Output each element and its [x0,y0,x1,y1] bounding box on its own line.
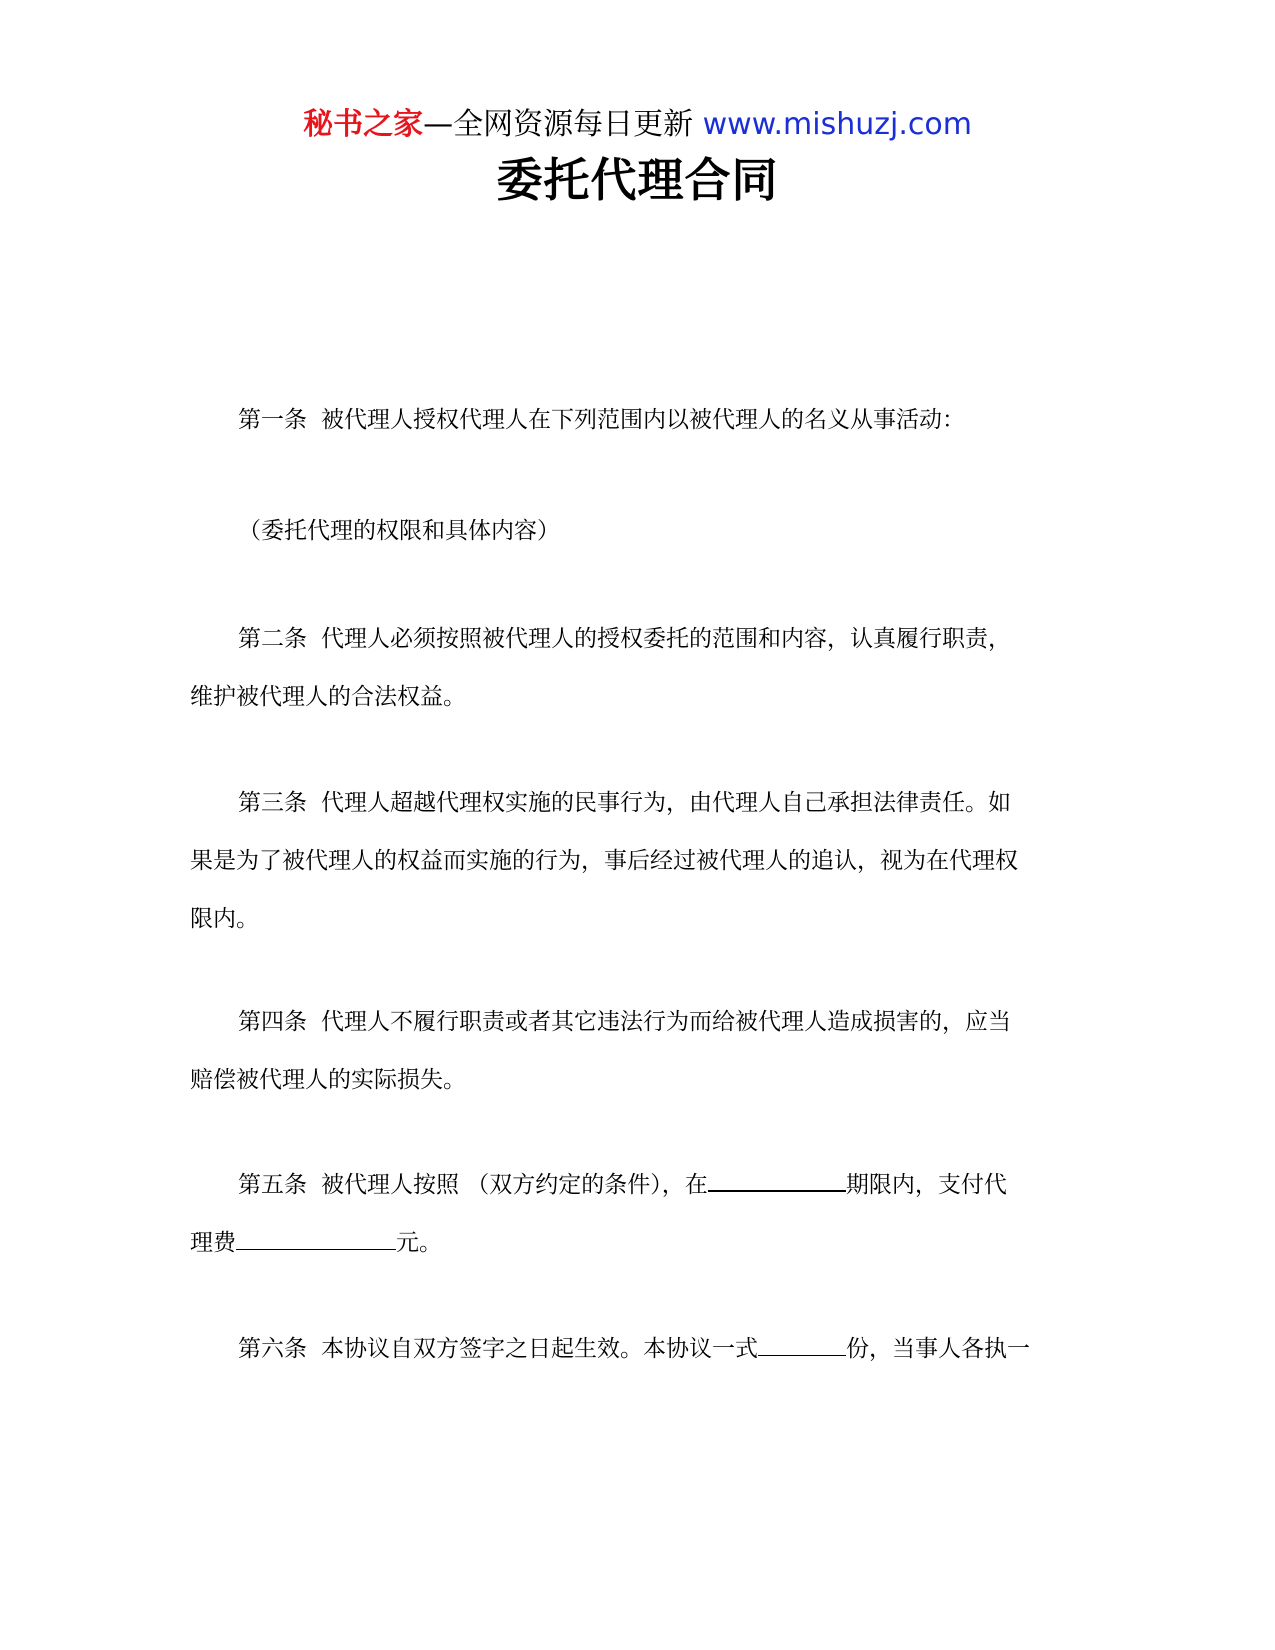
article-3-line-2: 果是为了被代理人的权益而实施的行为，事后经过被代理人的追认，视为在代理权 [190,848,1018,874]
article-4 [190,993,1090,1109]
article-label: 第三条 [238,790,307,816]
site-header [0,100,1275,150]
article-3-line-3: 限内。 [190,906,259,932]
article-text: 份，当事人各执一 [846,1336,1030,1362]
article-label: 第一条 [238,407,307,433]
article-text: 代理人必须按照被代理人的授权委托的范围和内容，认真履行职责， [321,626,1011,652]
article-text: 本协议自双方签字之日起生效。本协议一式 [321,1336,758,1362]
article-text: 代理人不履行职责或者其它违法行为而给被代理人造成损害的，应当 [321,1009,1011,1035]
article-3-line-1 [190,774,1090,832]
header-tagline: —全网资源每日更新 [423,107,694,142]
article-text: 被代理人按照 （双方约定的条件），在 [321,1172,708,1198]
article-text: 理费 [190,1230,236,1256]
article-text: 被代理人授权代理人在下列范围内以被代理人的名义从事活动： [321,407,965,433]
article-2-line-1 [190,610,1090,668]
article-label: 第二条 [238,626,307,652]
article-2 [190,610,1090,726]
scope-note-line: （委托代理的权限和具体内容） [238,518,560,544]
brand-name: 秘书之家 [303,107,424,142]
article-6-line-1 [190,1320,1090,1378]
document-title: 委托代理合同 [496,153,779,207]
period-blank[interactable] [708,1168,846,1192]
article-text: 代理人超越代理权实施的民事行为，由代理人自己承担法律责任。如 [321,790,1011,816]
article-text: 元。 [396,1230,442,1256]
article-5-line-1 [190,1156,1090,1214]
site-url-link[interactable]: www.mishuzj.com [702,107,972,142]
article-1-line [190,391,1090,449]
article-1 [190,391,1090,449]
scope-note [190,502,1090,560]
article-4-line-1 [190,993,1090,1051]
article-6 [190,1320,1090,1378]
article-label: 第六条 [238,1336,307,1362]
article-2-line-2: 维护被代理人的合法权益。 [190,684,466,710]
article-4-line-2: 赔偿被代理人的实际损失。 [190,1067,466,1093]
copies-blank[interactable] [758,1333,846,1356]
article-5-line-2 [190,1214,1090,1272]
fee-blank[interactable] [236,1227,396,1250]
article-5 [190,1156,1090,1272]
article-label: 第四条 [238,1009,307,1035]
article-3 [190,774,1090,948]
article-label: 第五条 [238,1172,307,1198]
article-text: 期限内，支付代 [845,1172,1007,1198]
